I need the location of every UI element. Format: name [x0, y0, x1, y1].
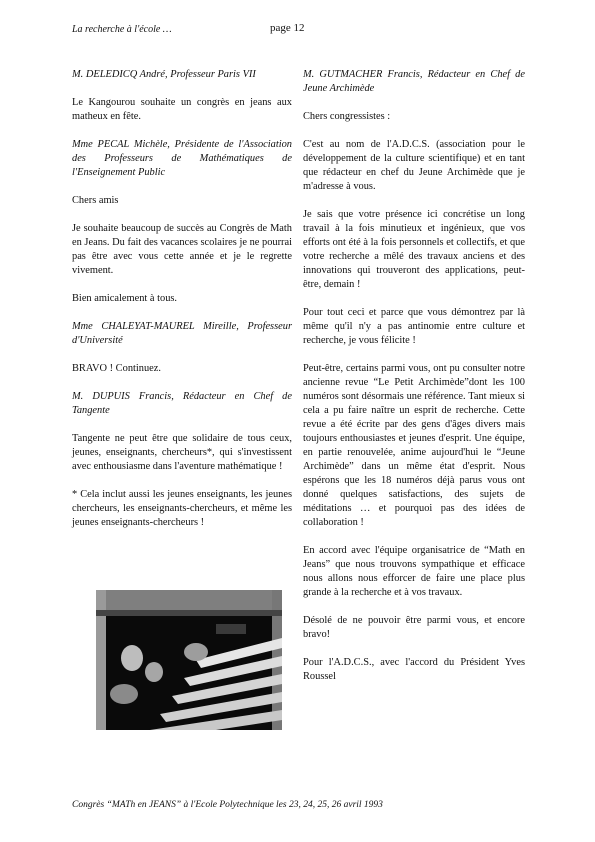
message-felicitations: Pour tout ceci et parce que vous démontrez par là même qu'il n'y a pas antinomie entre culture et recherche, je vous félicite ! — [303, 307, 525, 346]
message-petit-archimede: Peut-être, certains parmi vous, ont pu consulter notre ancienne revue “Le Petit Archimède”dont les 100 numéros sont désormais une référence. Tant mieux si cela a pu faire naître un esprit de recherche. Cette revue a été écrite par des gens d'âges divers mais toujours enthousiastes et jeunes d'esprit. Une équipe, en partie renouvelée, anime aujourd'hui le “Jeune Archimède” dans un même état d'esprit. Nous espérons que les 18 numéros déjà parus vous ont donné quelques satisfactions, des sujets de méditations … et pourquoi pas des idées de collaboration ! — [303, 363, 525, 528]
right-column — [303, 68, 525, 698]
greeting-gutmacher: Chers congressistes : — [303, 111, 391, 122]
author-deledicq: M. DELEDICQ André, Professeur Paris VII — [72, 69, 256, 80]
message-accord: En accord avec l'équipe organisatrice de “Math en Jeans” que nous trouvons sympathique et efficace nous allons nous efforcer de faire une place plus grande à la recherche et à vos travaux. — [303, 545, 525, 598]
message-dupuis: Tangente ne peut être que solidaire de tous ceux, jeunes, enseignants, chercheurs*, qui s'investissent avec enthousiasme dans l'aventure mathématique ! — [72, 433, 292, 472]
author-pecal: Mme PECAL Michèle, Présidente de l'Association des Professeurs de Mathématiques de l'Enseignement Public — [72, 139, 292, 178]
message-kangourou: Le Kangourou souhaite un congrès en jeans aux matheux en fête. — [72, 97, 292, 122]
photo-image — [96, 590, 282, 730]
page-number: page 12 — [270, 22, 305, 34]
signature-adcs: Pour l'A.D.C.S., avec l'accord du Président Yves Roussel — [303, 657, 525, 682]
message-adcs: C'est au nom de l'A.D.C.S. (association pour le développement de la culture scientifique) et en tant que rédacteur en chef du Jeune Archimède que je m'adresse à vous. — [303, 139, 525, 192]
page-footer: Congrès “MATh en JEANS” à l'Ecole Polytechnique les 23, 24, 25, 26 avril 1993 — [72, 800, 383, 810]
message-pecal: Je souhaite beaucoup de succès au Congrès de Math en Jeans. Du fait des vacances scolaires je ne pourrai pas être avec vous cette année et je le regrette vivement. — [72, 223, 292, 276]
message-presence: Je sais que votre présence ici concrétise un long travail à la fois minutieux et ingénieux, que vos efforts ont été à la fois personnels et collectifs, et que votre recherche a mêlé des travaux anciens et des innovations qui trouveront des applications, peut-être, demain ! — [303, 209, 525, 290]
footnote-dupuis: * Cela inclut aussi les jeunes enseignants, les jeunes chercheurs, les enseignants-chercheurs, et même les jeunes enseignants-chercheurs ! — [72, 489, 292, 528]
message-chaleyat: BRAVO ! Continuez. — [72, 363, 161, 374]
message-desole: Désolé de ne pouvoir être parmi vous, et encore bravo! — [303, 615, 525, 640]
event-photo — [96, 590, 282, 730]
greeting-pecal: Chers amis — [72, 195, 119, 206]
closing-pecal: Bien amicalement à tous. — [72, 293, 178, 304]
left-column — [72, 68, 292, 544]
running-title: La recherche à l'école … — [72, 24, 172, 35]
author-chaleyat: Mme CHALEYAT-MAUREL Mireille, Professeur d'Université — [72, 321, 292, 346]
author-gutmacher: M. GUTMACHER Francis, Rédacteur en Chef de Jeune Archimède — [303, 69, 525, 94]
author-dupuis: M. DUPUIS Francis, Rédacteur en Chef de Tangente — [72, 391, 292, 416]
